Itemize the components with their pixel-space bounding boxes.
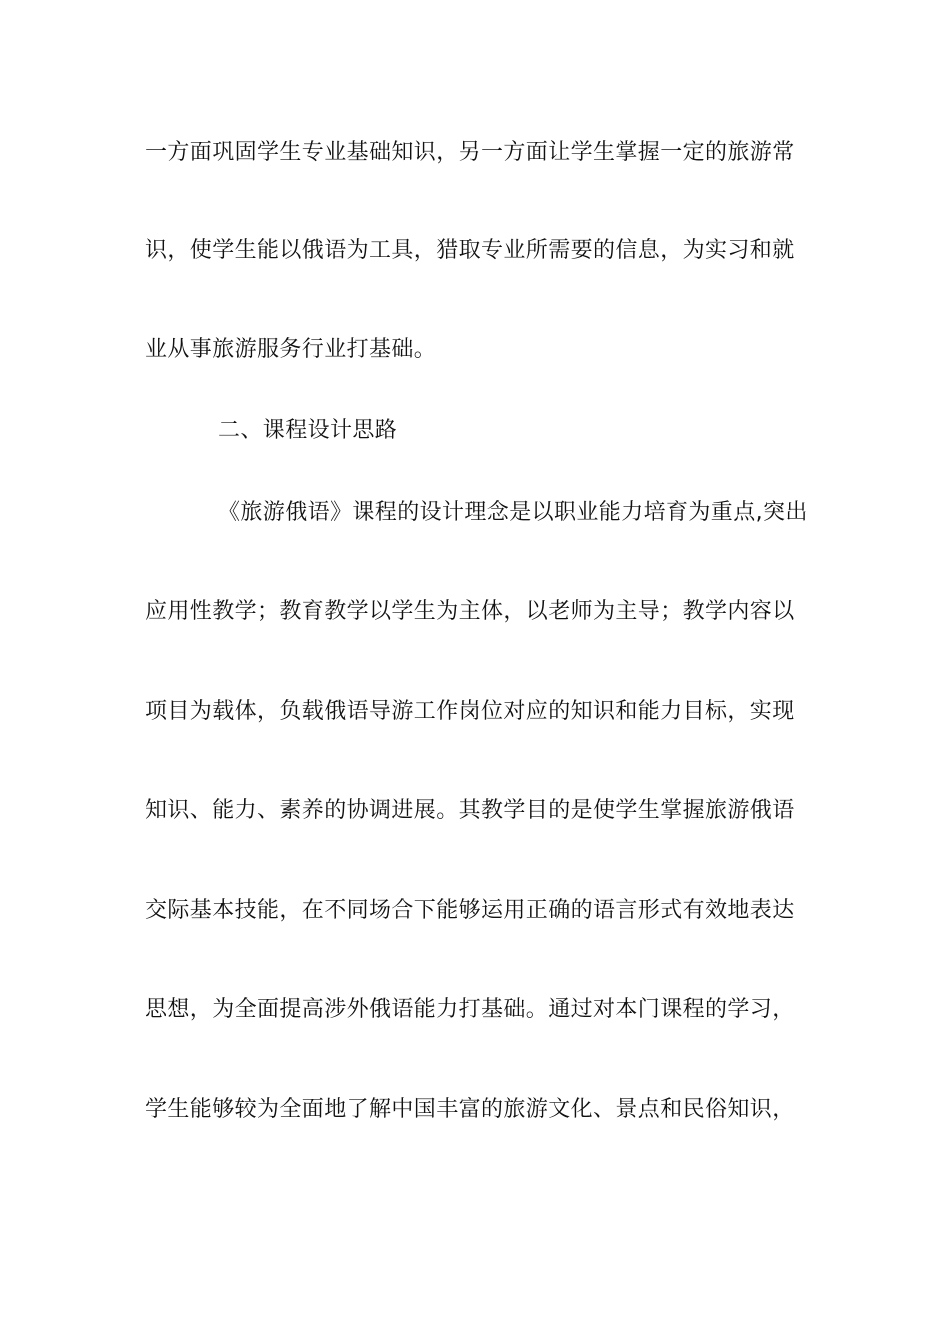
paragraph-line: 交际基本技能，在不同场合下能够运用正确的语言形式有效地表达 [145, 898, 795, 923]
paragraph-line: 学生能够较为全面地了解中国丰富的旅游文化、景点和民俗知识， [145, 1097, 795, 1122]
paragraph-line: 《旅游俄语》课程的设计理念是以职业能力培育为重点,突出 [218, 500, 808, 525]
paragraph-line: 一方面巩固学生专业基础知识，另一方面让学生掌握一定的旅游常 [145, 140, 795, 165]
paragraph-line: 应用性教学；教育教学以学生为主体，以老师为主导；教学内容以 [145, 599, 795, 624]
paragraph-line: 项目为载体，负载俄语导游工作岗位对应的知识和能力目标，实现 [145, 699, 795, 724]
paragraph-line: 业从事旅游服务行业打基础。 [145, 337, 437, 362]
paragraph-line: 识，使学生能以俄语为工具，猎取专业所需要的信息，为实习和就 [145, 238, 795, 263]
paragraph-line: 思想，为全面提高涉外俄语能力打基础。通过对本门课程的学习， [145, 997, 795, 1022]
section-heading: 二、课程设计思路 [218, 418, 398, 443]
paragraph-line: 知识、能力、素养的协调进展。其教学目的是使学生掌握旅游俄语 [145, 798, 795, 823]
